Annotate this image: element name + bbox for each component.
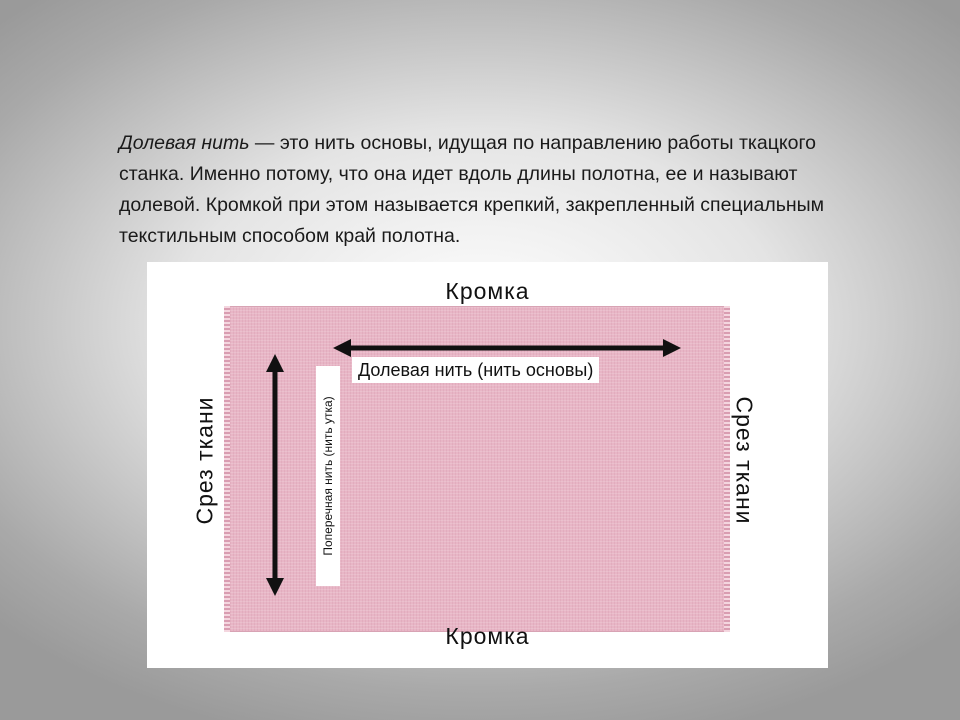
warp-thread-label: Долевая нить (нить основы) [352, 357, 599, 383]
paragraph-text: — это нить основы, идущая по направлению работы ткацкого станка. Именно потому, что она идет вдоль длины полотна, ее и называют долевой. Кромкой при этом называется крепкий, закрепленный специальным текстильным способом край полотна. [119, 131, 825, 247]
cut-edge-right-label: Срез ткани [731, 396, 758, 525]
selvedge-top-label: Кромка [445, 278, 530, 304]
cut-edge-left-label: Срез ткани [191, 396, 218, 525]
paragraph-term: Долевая нить [119, 131, 250, 154]
selvedge-bottom-label: Кромка [445, 623, 530, 649]
weft-arrow [266, 354, 284, 596]
weft-thread-label: Поперечная нить (нить утка) [316, 366, 340, 586]
thread-arrows [147, 262, 828, 668]
fabric-diagram [147, 262, 828, 668]
warp-arrow [333, 339, 681, 357]
slide-paragraph [119, 128, 839, 252]
